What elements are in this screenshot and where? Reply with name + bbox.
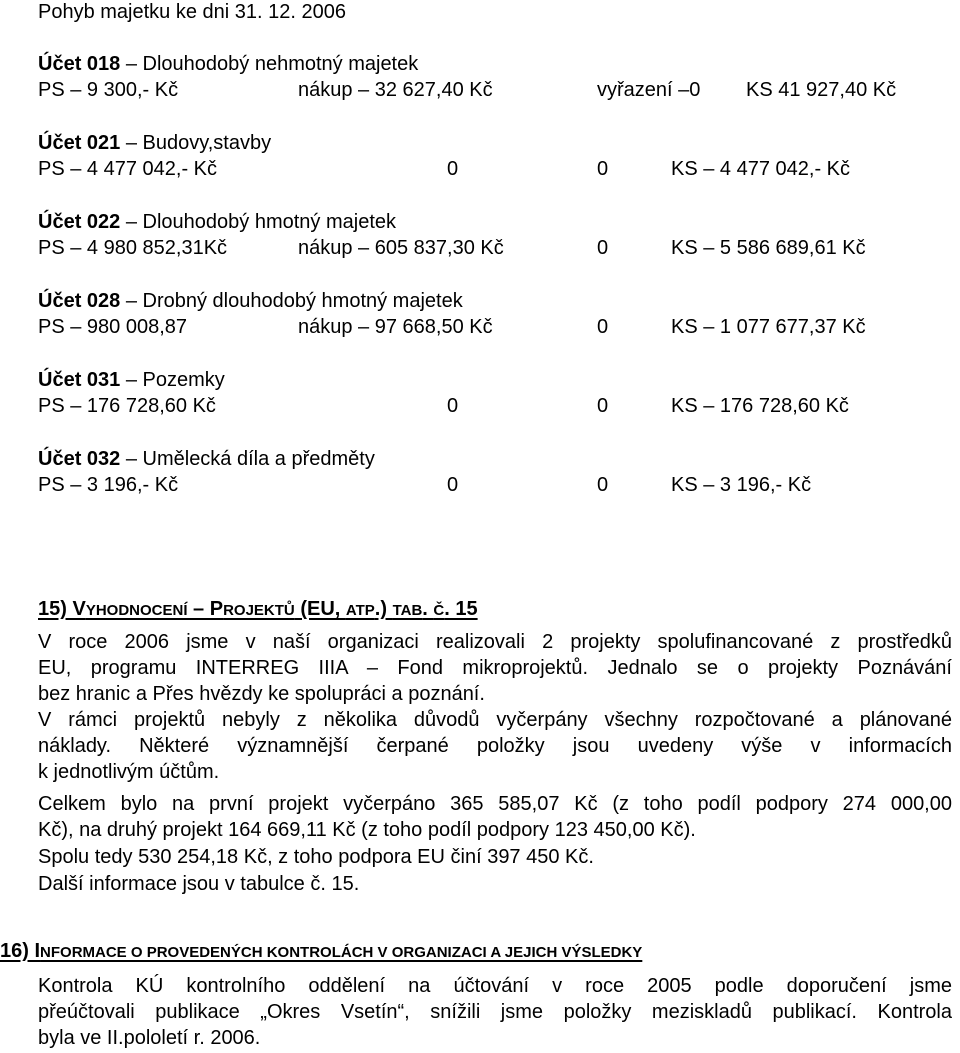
account-name: – Drobný dlouhodobý hmotný majetek	[120, 290, 463, 312]
account-name: – Dlouhodobý nehmotný majetek	[120, 53, 419, 75]
account-name: – Dlouhodobý hmotný majetek	[120, 211, 396, 233]
paragraph-line: byla ve II.pololetí r. 2006.	[38, 1027, 261, 1049]
account-name: – Umělecká díla a předměty	[120, 448, 375, 470]
account-values	[0, 394, 960, 418]
account-values	[0, 315, 960, 339]
paragraph-line: Kč), na druhý projekt 164 669,11 Kč (z toho podíl podpory 123 450,00 Kč).	[38, 819, 696, 841]
paragraph-line: bez hranic a Přes hvězdy ke spolupráci a poznání.	[38, 683, 485, 705]
disposal: vyřazení –0	[597, 79, 701, 101]
disposal: 0	[597, 158, 609, 180]
account-title	[38, 131, 271, 155]
account-title	[38, 52, 418, 76]
paragraph-line: náklady. Některé významnější čerpané položky jsou uvedeny výše v informacích	[38, 735, 952, 757]
paragraph-line: přeúčtovali publikace „Okres Vsetín“, snížili jsme položky meziskladů publikací. Kontrola	[38, 1001, 952, 1023]
account-values	[0, 157, 960, 181]
closing-balance: KS – 176 728,60 Kč	[671, 395, 849, 417]
account-title	[38, 210, 396, 234]
page-header: Pohyb majetku ke dni 31. 12. 2006	[38, 1, 346, 23]
paragraph-line: Kontrola KÚ kontrolního oddělení na účtování v roce 2005 podle doporučení jsme	[38, 975, 952, 997]
account-number: Účet 018	[38, 53, 121, 75]
closing-balance: KS 41 927,40 Kč	[746, 79, 897, 101]
opening-balance: PS – 4 477 042,- Kč	[38, 158, 218, 180]
opening-balance: PS – 9 300,- Kč	[38, 79, 179, 101]
paragraph-line: k jednotlivým účtům.	[38, 761, 220, 783]
account-title	[38, 447, 375, 471]
account-title	[38, 368, 225, 392]
account-number: Účet 031	[38, 369, 121, 391]
paragraph-line: V roce 2006 jsme v naší organizaci realizovali 2 projekty spolufinancované z prostředků	[38, 631, 952, 653]
opening-balance: PS – 980 008,87	[38, 316, 188, 338]
purchase: 0	[447, 395, 459, 417]
account-number: Účet 032	[38, 448, 121, 470]
paragraph-line: Celkem bylo na první projekt vyčerpáno 365 585,07 Kč (z toho podíl podpory 274 000,00	[38, 793, 952, 815]
closing-balance: KS – 3 196,- Kč	[671, 474, 812, 496]
account-values	[0, 78, 960, 102]
closing-balance: KS – 1 077 677,37 Kč	[671, 316, 866, 338]
opening-balance: PS – 176 728,60 Kč	[38, 395, 216, 417]
account-number: Účet 021	[38, 132, 121, 154]
disposal: 0	[597, 237, 609, 259]
purchase: nákup – 32 627,40 Kč	[298, 79, 493, 101]
closing-balance: KS – 4 477 042,- Kč	[671, 158, 851, 180]
account-name: – Budovy,stavby	[120, 132, 272, 154]
account-number: Účet 022	[38, 211, 121, 233]
paragraph-line: Další informace jsou v tabulce č. 15.	[38, 873, 360, 895]
opening-balance: PS – 4 980 852,31Kč	[38, 237, 228, 259]
purchase: nákup – 605 837,30 Kč	[298, 237, 504, 259]
closing-balance: KS – 5 586 689,61 Kč	[671, 237, 866, 259]
purchase: 0	[447, 474, 459, 496]
purchase: 0	[447, 158, 459, 180]
account-title	[38, 289, 463, 313]
paragraph-line: Spolu tedy 530 254,18 Kč, z toho podpora EU činí 397 450 Kč.	[38, 846, 594, 868]
disposal: 0	[597, 316, 609, 338]
section-15-heading: 15) VYHODNOCENÍ – PROJEKTŮ (EU, ATP.) TAB. Č. 15	[38, 598, 478, 620]
paragraph-line: V rámci projektů nebyly z několika důvodů vyčerpány všechny rozpočtované a plánované	[38, 709, 952, 731]
account-number: Účet 028	[38, 290, 121, 312]
disposal: 0	[597, 474, 609, 496]
opening-balance: PS – 3 196,- Kč	[38, 474, 179, 496]
paragraph-line: EU, programu INTERREG IIIA – Fond mikroprojektů. Jednalo se o projekty Poznávání	[38, 657, 952, 679]
account-values	[0, 473, 960, 497]
account-values	[0, 236, 960, 260]
account-name: – Pozemky	[120, 369, 225, 391]
section-16-heading: 16) INFORMACE O PROVEDENÝCH KONTROLÁCH V ORGANIZACI A JEJICH VÝSLEDKY	[0, 940, 643, 962]
purchase: nákup – 97 668,50 Kč	[298, 316, 493, 338]
disposal: 0	[597, 395, 609, 417]
